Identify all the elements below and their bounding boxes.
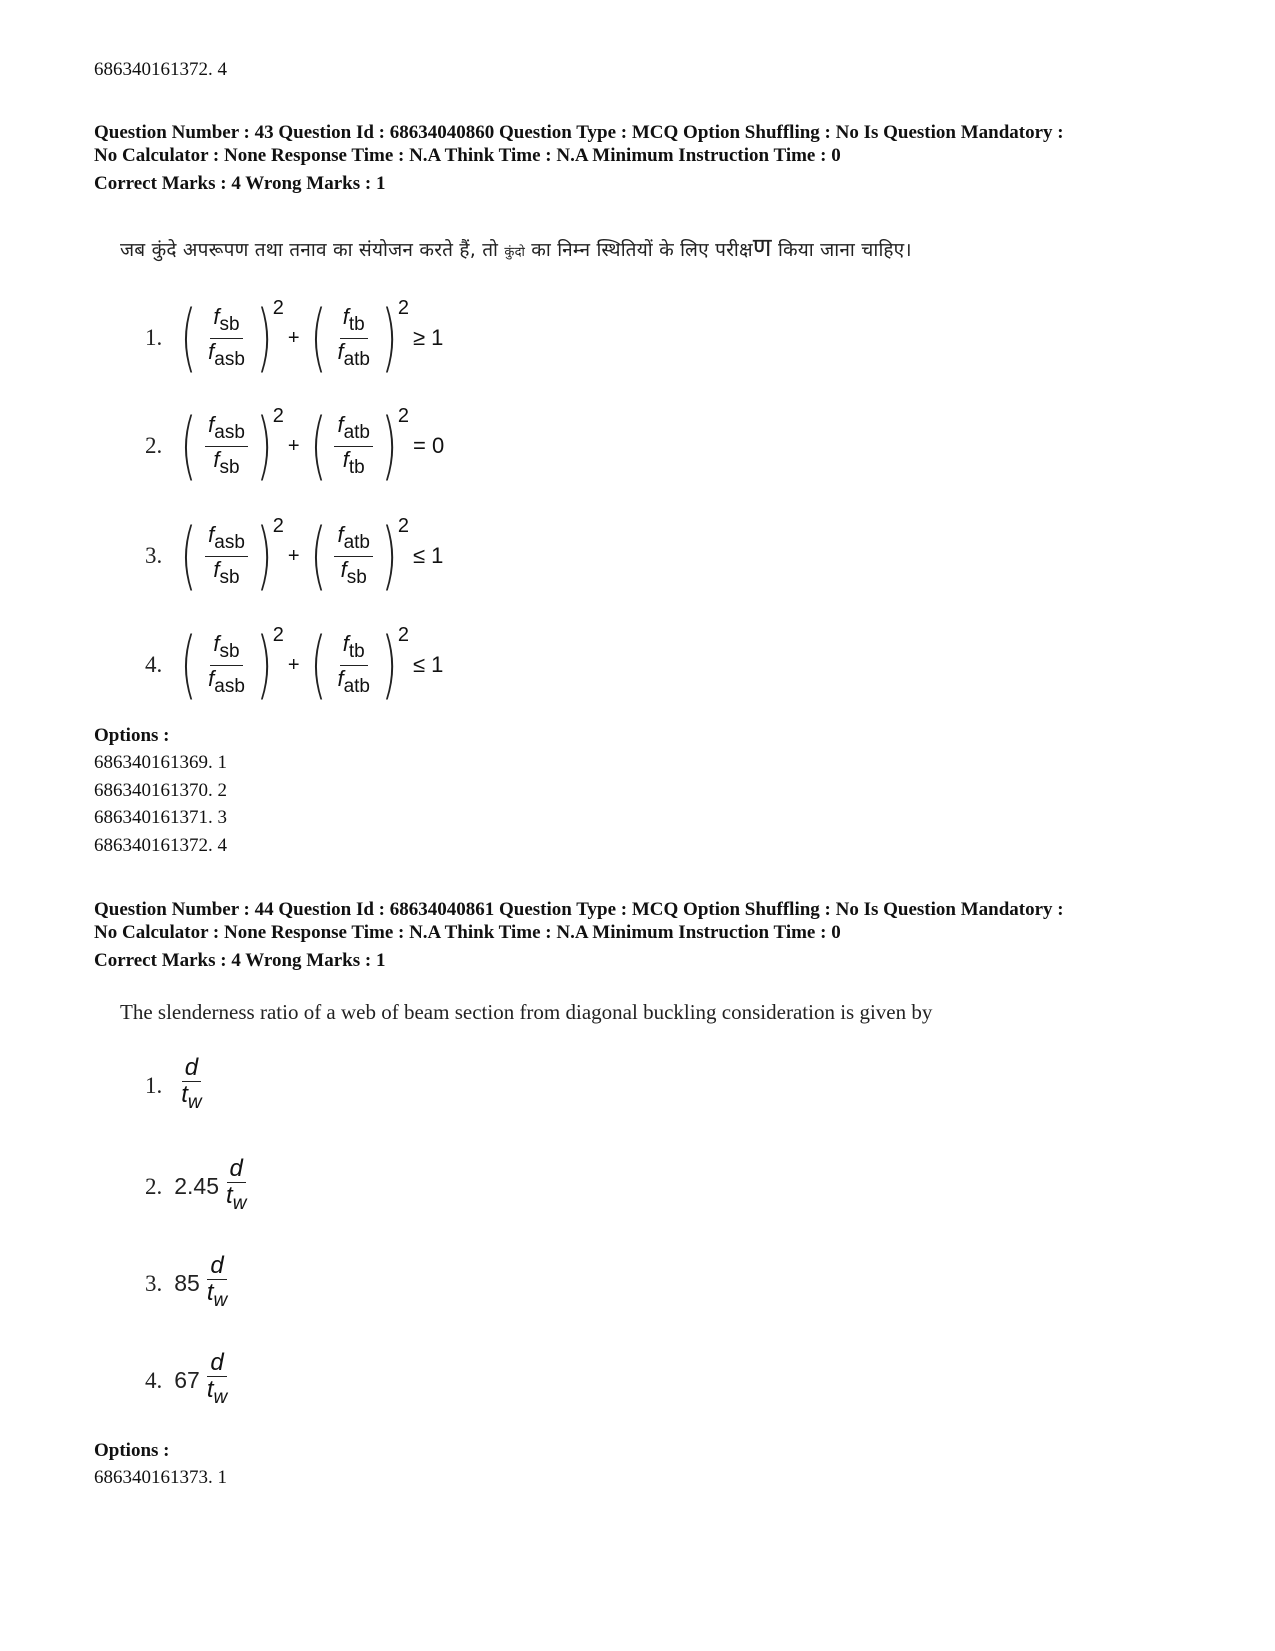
fraction: $\frac{\text{fatb}}{\text{ftb}}$ [334,412,373,481]
relation: = 0 [413,433,445,458]
choice-number: 1. [145,325,163,350]
plus-sign: + [287,544,300,567]
fraction: $\frac{d}{t_w}$ [206,1252,228,1311]
q43-options-label: Options : [94,725,170,746]
q44-option-1: 686340161373. 1 [94,1467,227,1488]
prev-option-line: 686340161372. 4 [94,59,227,80]
q44-choice-2 [145,1156,251,1217]
q43-option-3: 686340161371. 3 [94,807,227,828]
coefficient: 2.45 [174,1173,220,1199]
q44-question-text: The slenderness ratio of a web of beam section from diagonal buckling consideration is given by [120,1000,933,1024]
fraction: $\frac{\text{ftb}}{\text{fatb}}$ [337,303,370,370]
exponent: 2 [397,623,409,646]
term-2: ( $\frac{\text{ftb}}{\text{fatb}}$ ) [310,622,398,708]
q43-header-line2: No Calculator : None Response Time : N.A Think Time : N.A Minimum Instruction Time : 0 [94,145,841,166]
fraction: $\frac{d}{t_w}$ [206,1349,228,1408]
choice-number: 4. [145,652,163,677]
choice-number: 2. [145,1173,163,1199]
q43-choice-4 [145,617,443,713]
q44-options-label: Options : [94,1440,170,1461]
q44-choice-1 [145,1055,207,1116]
choice-number: 3. [145,543,163,568]
relation: ≥ 1 [413,325,444,350]
term-1: ( $\frac{\text{fasb}}{\text{fsb}}$ ) [180,403,273,489]
fraction: $\frac{\text{fasb}}{\text{fsb}}$ [205,412,248,481]
term-1: ( $\frac{\text{fsb}}{\text{fasb}}$ ) [180,295,273,381]
q43-question-part-c: का निम्न स्थितियों के लिए परीक्ष [525,239,753,261]
term-2: ( $\frac{\text{ftb}}{\text{fatb}}$ ) [310,295,398,381]
relation: ≤ 1 [413,652,444,677]
q44-header-line2: No Calculator : None Response Time : N.A Think Time : N.A Minimum Instruction Time : 0 [94,922,841,943]
plus-sign: + [287,434,300,457]
choice-number: 3. [145,1270,163,1296]
exponent: 2 [272,404,284,427]
term-2: ( $\frac{\text{fatb}}{\text{fsb}}$ ) [310,513,398,599]
coefficient: 67 [174,1367,200,1393]
fraction: $\frac{\text{ftb}}{\text{fatb}}$ [337,630,370,697]
exponent: 2 [397,404,409,427]
exponent: 2 [397,296,409,319]
choice-number: 2. [145,433,163,458]
q43-choice-2 [145,398,444,494]
q44-choice-3 [145,1253,232,1314]
fraction: $\frac{d}{t_w}$ [181,1054,202,1113]
term-2: ( $\frac{\text{fatb}}{\text{ftb}}$ ) [310,403,398,489]
exponent: 2 [272,296,284,319]
fraction: $\frac{\text{fsb}}{\text{fasb}}$ [208,630,245,697]
plus-sign: + [287,326,300,349]
q44-marks: Correct Marks : 4 Wrong Marks : 1 [94,950,386,971]
q43-choice-1 [145,290,443,386]
q43-question-part-e: किया जाना चाहिए। [771,239,912,261]
q43-header-line1: Question Number : 43 Question Id : 68634040860 Question Type : MCQ Option Shuffling : No Is Question Mandatory : [94,122,1064,143]
q43-question-text [120,228,912,264]
exponent: 2 [272,623,284,646]
plus-sign: + [287,653,300,676]
exponent: 2 [272,514,284,537]
fraction: $\frac{\text{fsb}}{\text{fasb}}$ [208,303,245,370]
q44-choice-4 [145,1350,232,1411]
term-1: ( $\frac{\text{fsb}}{\text{fasb}}$ ) [180,622,273,708]
term-1: ( $\frac{\text{fasb}}{\text{fsb}}$ ) [180,513,273,599]
q43-question-part-a: जब कुंदे अपरूपण तथा तनाव का संयोजन करते हैं, तो [120,239,505,261]
coefficient: 85 [174,1270,200,1296]
choice-number: 1. [145,1072,163,1098]
fraction: $\frac{\text{fatb}}{\text{fsb}}$ [334,522,373,591]
q43-question-part-b: कुंदो [504,245,526,260]
q43-option-1: 686340161369. 1 [94,752,227,773]
fraction: $\frac{d}{t_w}$ [226,1155,247,1214]
fraction: $\frac{\text{fasb}}{\text{fsb}}$ [205,522,248,591]
exponent: 2 [397,514,409,537]
q43-choice-3 [145,508,443,604]
q43-option-4: 686340161372. 4 [94,835,227,856]
relation: ≤ 1 [413,543,444,568]
q44-header-line1: Question Number : 44 Question Id : 68634040861 Question Type : MCQ Option Shuffling : No Is Question Mandatory : [94,899,1064,920]
q43-marks: Correct Marks : 4 Wrong Marks : 1 [94,173,386,194]
choice-number: 4. [145,1367,163,1393]
q43-question-part-d: ण [752,233,772,263]
q43-option-2: 686340161370. 2 [94,780,227,801]
